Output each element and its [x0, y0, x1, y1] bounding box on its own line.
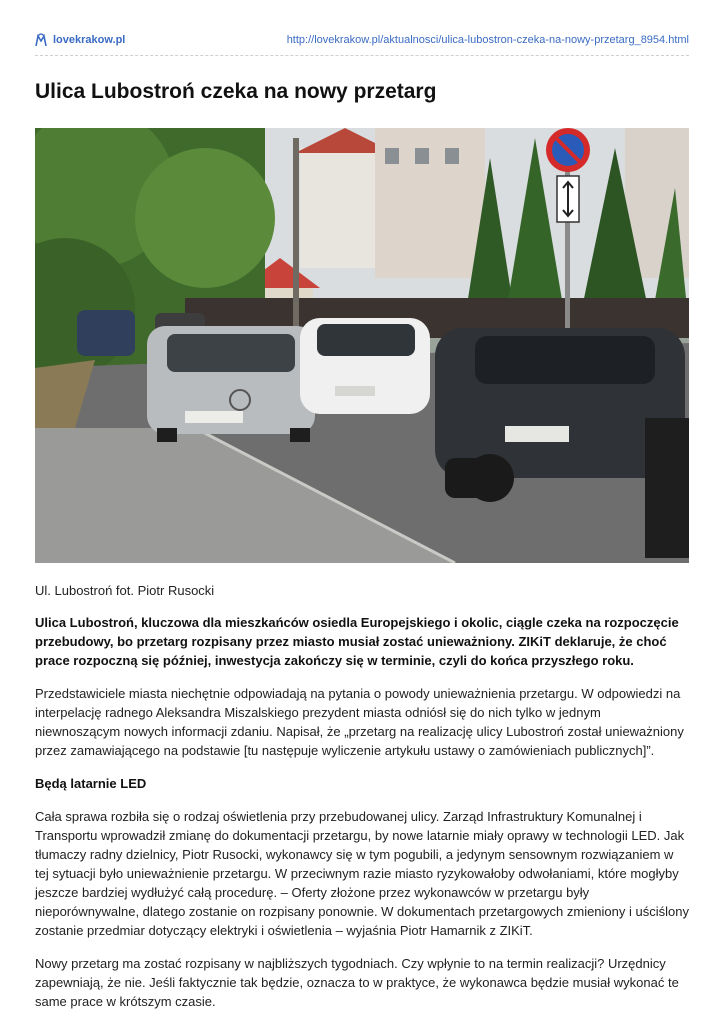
article-subheading: Będą latarnie LED	[35, 776, 147, 791]
street-scene-illustration	[35, 128, 689, 563]
article-paragraph: Przedstawiciele miasta niechętnie odpowiadają na pytania o powody unieważnienia przetargu. W odpowiedzi na interpelację radnego Aleksandra Miszalskiego prezydent miasta odniósł się do nich tylko w jednym niewnoszącym nowych informacji zdaniu. Napisał, że „przetarg na realizację ulicy Lubostroń został unieważniony przez zamawiającego na podstawie [tu następuje wyliczenie artykułu ustawy o zamówieniach publicznych]”.	[35, 686, 684, 758]
site-brand-link[interactable]	[35, 33, 125, 47]
photo-caption: Ul. Lubostroń fot. Piotr Rusocki	[35, 583, 215, 598]
article-photo	[35, 128, 689, 563]
header-divider	[35, 55, 689, 56]
page-header	[35, 33, 689, 51]
article-lead: Ulica Lubostroń, kluczowa dla mieszkańców osiedla Europejskiego i okolic, ciągle czeka na rozpoczęcie przebudowy, bo przetarg rozpisany przez miasto musiał zostać unieważniony. ZIKiT deklaruje, że choć prace rozpoczną się później, inwestycja zakończy się w terminie, czyli do końca przyszłego roku.	[35, 615, 679, 668]
article-paragraph: Cała sprawa rozbiła się o rodzaj oświetlenia przy przebudowanej ulicy. Zarząd Infrastruktury Komunalnej i Transportu wprowadził zmianę do dokumentacji przetargu, by nowe latarnie miały oprawy w technologii LED. Jak tłumaczy radny dzielnicy, Piotr Rusocki, wykonawcy się w tym pogubili, a jedynym sensownym rozwiązaniem w tej sytuacji było unieważnienie przetargu. W przeciwnym razie miasto ryzykowałoby odwołaniami, które mogłyby jeszcze bardziej wydłużyć całą procedurę. – Oferty złożone przez wykonawców w przetargu były nieporównywalne, dlatego zostanie on rozpisany ponownie. W dokumentach przetargowych zmieniony i uściślony zostanie przedmiar dotyczący elektryki i oświetlenia – wyjaśnia Piotr Hamarnik z ZIKiT.	[35, 809, 689, 938]
article-url-link[interactable]: http://lovekrakow.pl/aktualnosci/ulica-lubostron-czeka-na-nowy-przetarg_8954.html	[286, 34, 689, 46]
lovekrakow-logo-icon	[35, 33, 47, 47]
site-name: lovekrakow.pl	[53, 34, 126, 46]
article-title: Ulica Lubostroń czeka na nowy przetarg	[35, 80, 437, 103]
article-body	[35, 613, 689, 1025]
article-paragraph: Nowy przetarg ma zostać rozpisany w najbliższych tygodniach. Czy wpłynie to na termin realizacji? Urzędnicy zapewniają, że nie. Jeśli faktycznie tak będzie, oznacza to w praktyce, że wykonawca będzie musiał wykonać te same prace w krótszym czasie.	[35, 956, 679, 1009]
